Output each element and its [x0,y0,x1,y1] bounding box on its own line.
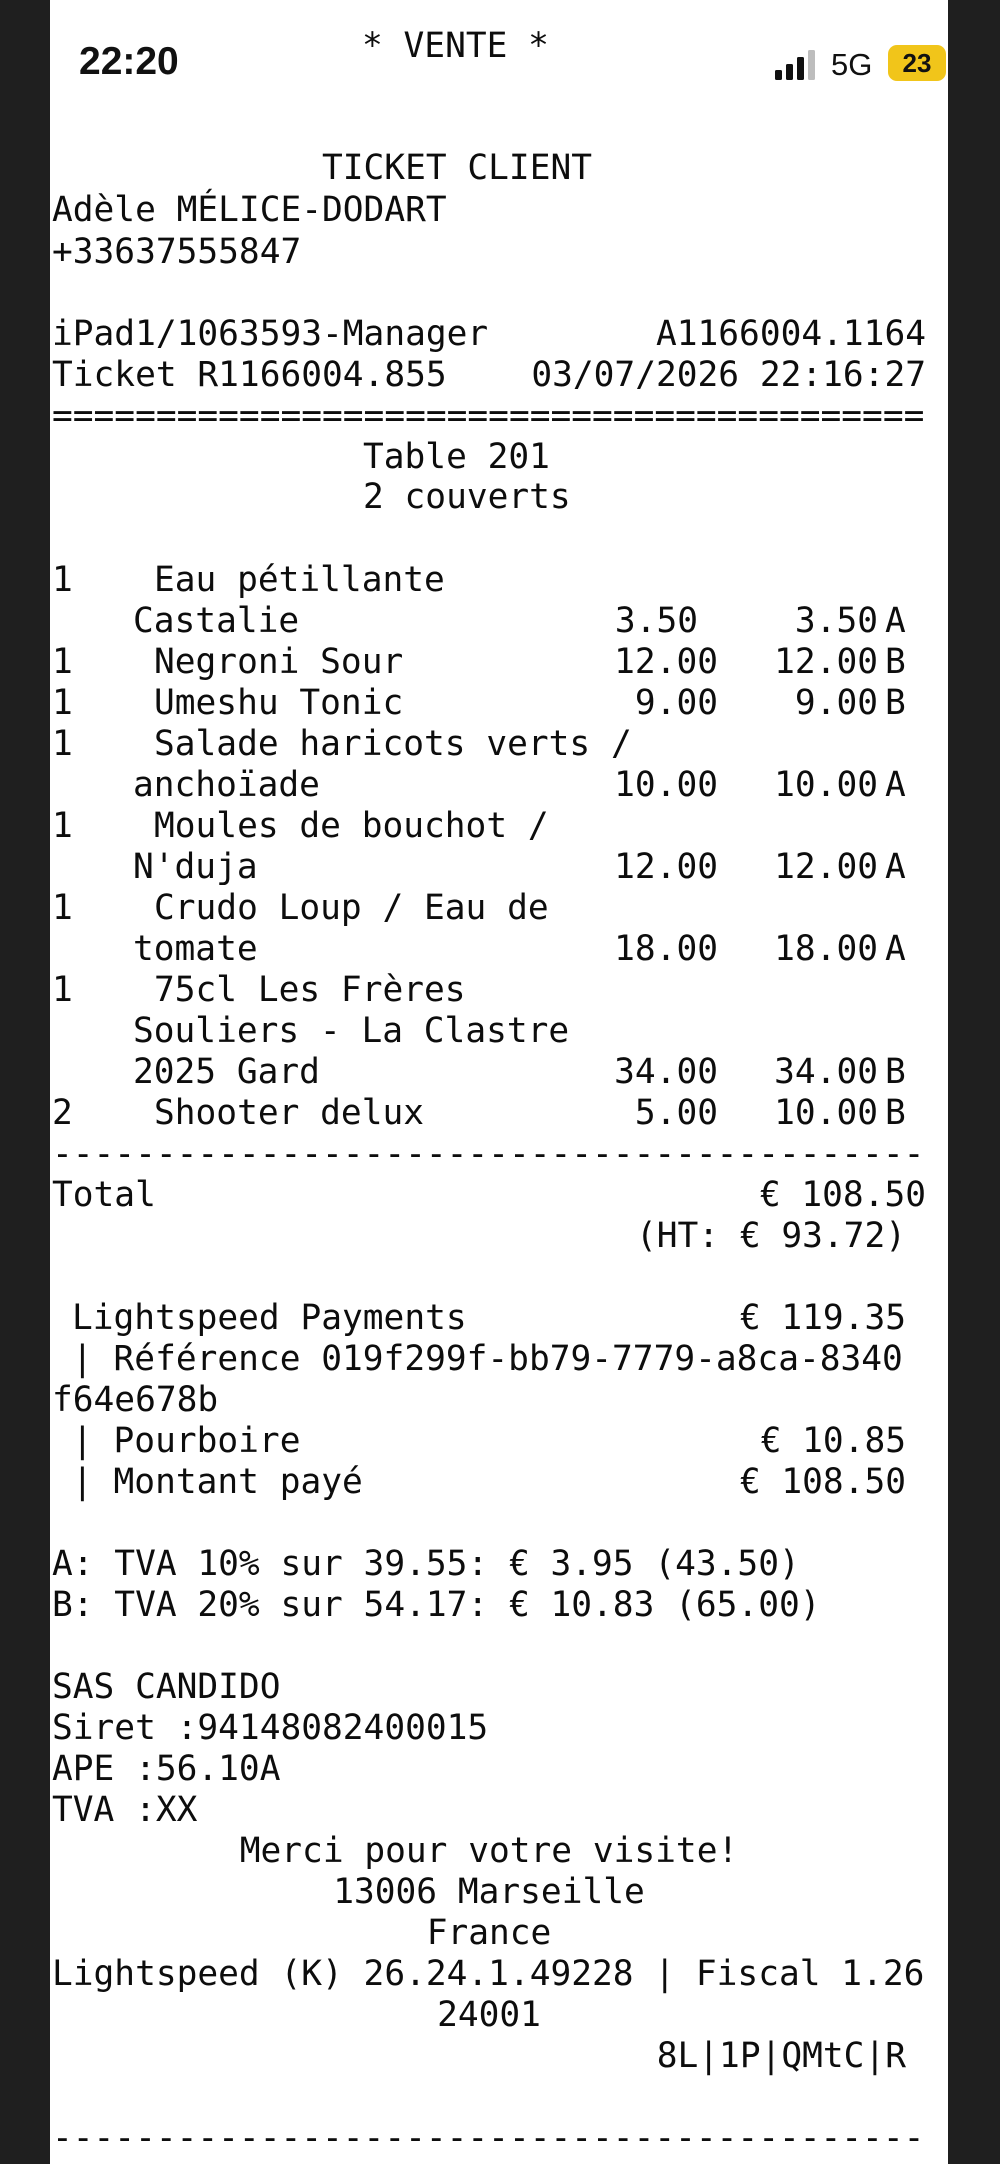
company-siret: Siret :94148082400015 [52,1708,489,1748]
payment-reference: | Référence 019f299f-bb79-7779-a8ca-8340 [72,1339,903,1379]
item-qty: 1 [52,970,73,1010]
item-name-cont: Souliers - La Clastre [133,1011,570,1051]
item-tax-code: B [885,642,906,682]
ticket-datetime: 03/07/2026 22:16:27 [531,355,926,395]
payment-amount: € 119.35 [739,1298,906,1338]
item-name: Salade haricots verts / [154,724,632,764]
receipt-codes: 8L|1P|QMtC|R [656,2036,906,2076]
item-tax-code: A [885,929,906,969]
item-qty: 1 [52,642,73,682]
item-qty: 2 [52,1093,73,1133]
item-total: 12.00 [774,642,878,682]
thanks-message: Merci pour votre visite! [239,1831,739,1871]
item-total: 9.00 [794,683,878,723]
total-amount: € 108.50 [759,1175,926,1215]
item-unit-price: 12.00 [614,642,718,682]
tip-amount: € 10.85 [760,1421,906,1461]
item-unit-price: 5.00 [634,1093,718,1133]
dashed-separator: ------------------------------------------ [52,1134,925,1174]
item-name: Eau pétillante [154,560,445,600]
item-total: 12.00 [774,847,878,887]
item-unit-price: 10.00 [614,765,718,805]
item-name-cont: N'duja [133,847,258,887]
item-unit-price: 12.00 [614,847,718,887]
item-name: 75cl Les Frères [154,970,466,1010]
paid-amount: € 108.50 [739,1462,906,1502]
item-tax-code: A [885,601,906,641]
payment-reference-cont: f64e678b [52,1380,219,1420]
signal-bars-icon [775,50,821,80]
network-type: 5G [831,47,873,82]
software-version: Lightspeed (K) 26.24.1.49228 | Fiscal 1.26 [52,1954,925,1994]
company-ape: APE :56.10A [52,1749,281,1789]
status-time: 22:20 [79,40,179,83]
software-version-cont: 24001 [437,1995,541,2035]
company-name: SAS CANDIDO [52,1667,281,1707]
item-total: 34.00 [774,1052,878,1092]
item-name-cont: tomate [133,929,258,969]
company-tva: TVA :XX [52,1790,198,1830]
address-country: France [426,1913,552,1953]
item-total: 10.00 [774,1093,878,1133]
item-name: Negroni Sour [154,642,404,682]
item-total: 18.00 [774,929,878,969]
item-qty: 1 [52,560,73,600]
tip-label: | Pourboire [72,1421,301,1461]
device-ref: A1166004.1164 [655,314,926,354]
item-total: 10.00 [774,765,878,805]
paid-label: | Montant payé [72,1462,363,1502]
item-name: Shooter delux [154,1093,425,1133]
item-tax-code: A [885,765,906,805]
item-qty: 1 [52,683,73,723]
item-total: 3.50 [794,601,878,641]
item-unit-price: 9.00 [634,683,718,723]
item-name: Umeshu Tonic [154,683,404,723]
vat-line-a: A: TVA 10% sur 39.55: € 3.95 (43.50) [52,1544,800,1584]
sale-mode-label: * VENTE * [362,26,549,66]
payment-method: Lightspeed Payments [72,1298,467,1338]
item-name-cont: 2025 Gard [133,1052,320,1092]
item-unit-price: 3.50 [614,601,698,641]
bottom-separator: ------------------------------------------ [52,2118,925,2158]
device-id: iPad1/1063593-Manager [52,314,489,354]
total-ht: (HT: € 93.72) [635,1216,906,1256]
item-name-cont: anchoïade [133,765,320,805]
ticket-number: Ticket R1166004.855 [52,355,447,395]
item-unit-price: 18.00 [614,929,718,969]
double-separator: ========================================== [52,396,925,436]
item-qty: 1 [52,806,73,846]
covers-count: 2 couverts [363,477,571,517]
item-name: Crudo Loup / Eau de [154,888,549,928]
item-name-cont: Castalie [133,601,300,641]
item-unit-price: 34.00 [614,1052,718,1092]
total-label: Total [52,1175,156,1215]
item-tax-code: B [885,1093,906,1133]
item-name: Moules de bouchot / [154,806,549,846]
battery-level: 23 [902,48,932,78]
item-tax-code: B [885,1052,906,1092]
address-city: 13006 Marseille [333,1872,645,1912]
table-number: Table 201 [363,437,550,477]
battery-icon [888,45,946,81]
item-tax-code: B [885,683,906,723]
item-qty: 1 [52,888,73,928]
item-qty: 1 [52,724,73,764]
vat-line-b: B: TVA 20% sur 54.17: € 10.83 (65.00) [52,1585,821,1625]
ticket-type: TICKET CLIENT [322,148,593,188]
item-tax-code: A [885,847,906,887]
customer-phone: +33637555847 [52,232,302,272]
customer-name: Adèle MÉLICE-DODART [52,190,447,230]
